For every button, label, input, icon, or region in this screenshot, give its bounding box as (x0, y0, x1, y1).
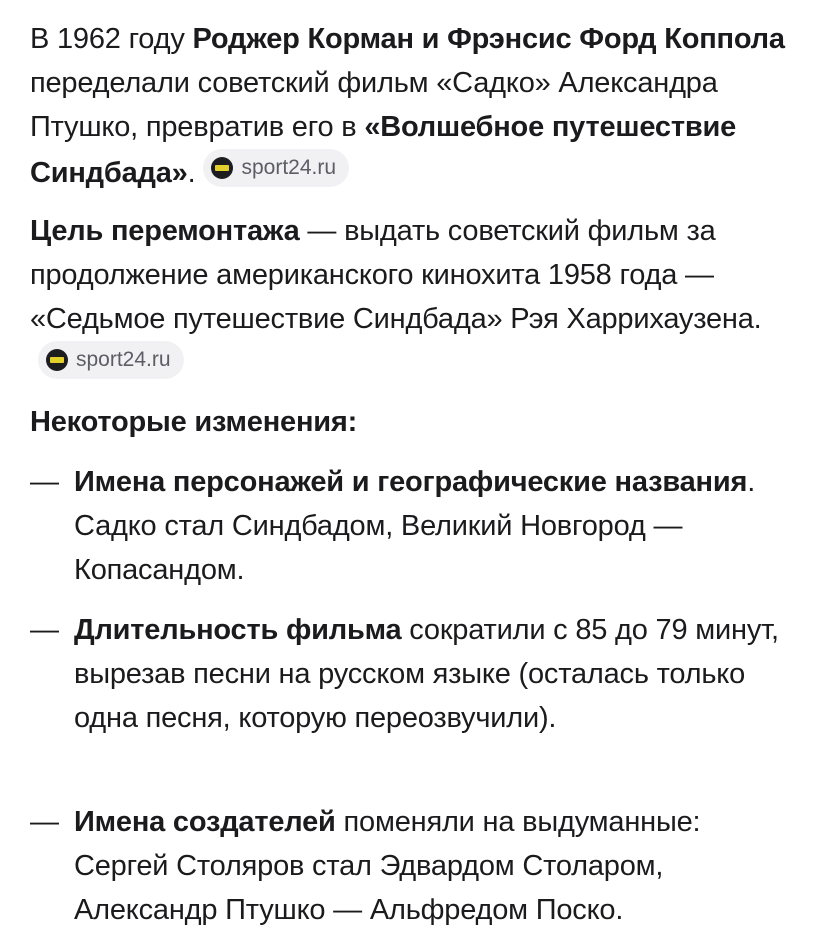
paragraph-intro (30, 17, 810, 195)
s24-logo-icon (46, 349, 68, 371)
goal-text: — выдать советский фильм за продолжение американского кинохита 1958 года — «Седьмое путешествие Синдбада» Рэя Харрихаузена. (30, 215, 762, 335)
goal-bold: Цель перемонтажа (30, 215, 300, 247)
list-item-text (74, 608, 786, 740)
list-item-text (74, 460, 786, 592)
list-item-bold: Имена создателей (74, 806, 336, 838)
intro-text-3: . (187, 157, 196, 189)
list-item-bold: Длительность фильма (74, 614, 402, 646)
list-dash: — (30, 806, 59, 838)
paragraph-goal (30, 209, 810, 387)
list-item-text (74, 800, 786, 932)
source-chip-2[interactable] (38, 341, 184, 379)
source-chip-label: sport24.ru (241, 156, 337, 179)
list-dash: — (30, 466, 59, 498)
intro-bold-title: «Волшебное путешествие Синдбада» (30, 111, 737, 189)
intro-text-1: В 1962 году (30, 23, 193, 55)
list-item (30, 608, 810, 740)
list-item (30, 800, 810, 932)
changes-heading (30, 400, 810, 444)
intro-text-2: переделали советский фильм «Садко» Александра Птушко, превратив его в (30, 67, 718, 143)
list-item (30, 460, 810, 592)
list-item-body: поменяли на выдуманные: Сергей Столяров стал Эдвардом Столаром, Александр Птушко — Альфредом Поско. (74, 806, 701, 926)
list-item-body: . Садко стал Синдбадом, Великий Новгород — Копасандом. (74, 466, 756, 586)
list-item-bold: Имена персонажей и географические названия (74, 466, 748, 498)
s24-logo-icon (211, 157, 233, 179)
list-dash: — (30, 614, 59, 646)
source-chip-label: sport24.ru (76, 348, 171, 371)
list-item-body: сократили с 85 до 79 минут, вырезав песни на русском языке (осталась только одна песня, которую переозвучили). (74, 614, 779, 734)
source-chip-1[interactable] (203, 149, 349, 187)
changes-heading-text: Некоторые изменения: (30, 406, 358, 438)
intro-bold-names: Роджер Корман и Фрэнсис Форд Коппола (192, 23, 785, 55)
